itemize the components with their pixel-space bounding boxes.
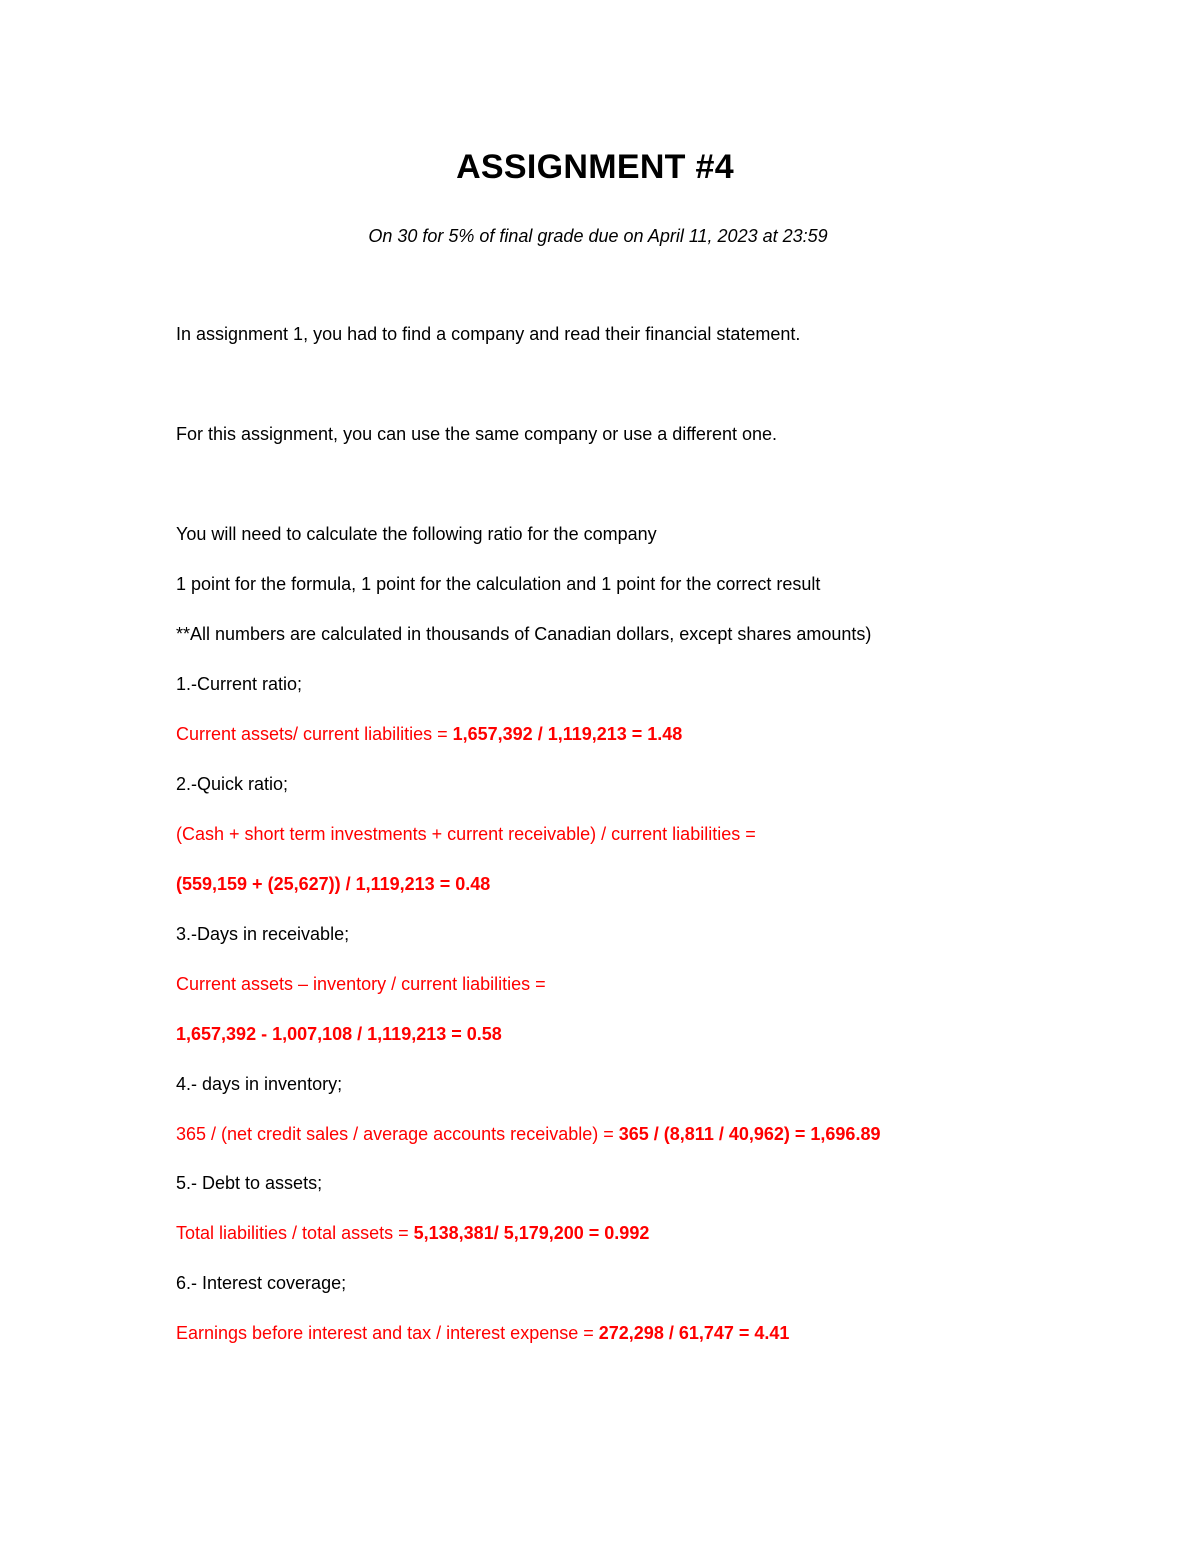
page-subtitle: On 30 for 5% of final grade due on April 11, 2023 at 23:59: [368, 226, 828, 246]
item-answer-days-in-receivable-formula: Current assets – inventory / current liabilities =: [176, 974, 546, 994]
item-heading-days-in-receivable: 3.-Days in receivable;: [176, 924, 350, 944]
grading-paragraph: 1 point for the formula, 1 point for the calculation and 1 point for the correct result: [176, 574, 821, 594]
item-answer-days-in-inventory: [176, 1124, 880, 1145]
answer-calculation: 1,657,392 / 1,119,213 = 1.48: [452, 724, 683, 744]
item-heading-quick-ratio: 2.-Quick ratio;: [176, 774, 289, 794]
answer-formula: Current assets/ current liabilities =: [176, 724, 453, 744]
item-heading-interest-coverage: 6.- Interest coverage;: [176, 1273, 347, 1293]
item-heading-debt-to-assets: 5.- Debt to assets;: [176, 1173, 323, 1193]
item-answer-debt-to-assets: [176, 1223, 649, 1244]
item-heading-days-in-inventory: 4.- days in inventory;: [176, 1074, 343, 1094]
answer-formula: Earnings before interest and tax / interest expense =: [176, 1323, 599, 1343]
answer-formula: Total liabilities / total assets =: [176, 1223, 414, 1243]
answer-formula: 365 / (net credit sales / average accounts receivable) =: [176, 1124, 619, 1144]
item-answer-days-in-receivable-calculation: 1,657,392 - 1,007,108 / 1,119,213 = 0.58: [176, 1024, 502, 1044]
answer-calculation: 365 / (8,811 / 40,962) = 1,696.89: [618, 1124, 881, 1144]
item-answer-interest-coverage: [176, 1323, 789, 1344]
answer-calculation: 5,138,381/ 5,179,200 = 0.992: [413, 1223, 650, 1243]
item-answer-quick-ratio-calculation: (559,159 + (25,627)) / 1,119,213 = 0.48: [176, 874, 491, 894]
instruction-paragraph: You will need to calculate the following ratio for the company: [176, 524, 657, 544]
item-answer-quick-ratio-formula: (Cash + short term investments + current receivable) / current liabilities =: [176, 824, 756, 844]
page-title: ASSIGNMENT #4: [456, 148, 734, 186]
item-heading-current-ratio: 1.-Current ratio;: [176, 674, 303, 694]
item-answer-current-ratio: [176, 724, 682, 745]
intro-paragraph-2: For this assignment, you can use the same company or use a different one.: [176, 424, 777, 444]
answer-calculation: 272,298 / 61,747 = 4.41: [598, 1323, 790, 1343]
intro-paragraph-1: In assignment 1, you had to find a company and read their financial statement.: [176, 324, 801, 344]
units-note: **All numbers are calculated in thousands of Canadian dollars, except shares amounts): [176, 624, 872, 644]
